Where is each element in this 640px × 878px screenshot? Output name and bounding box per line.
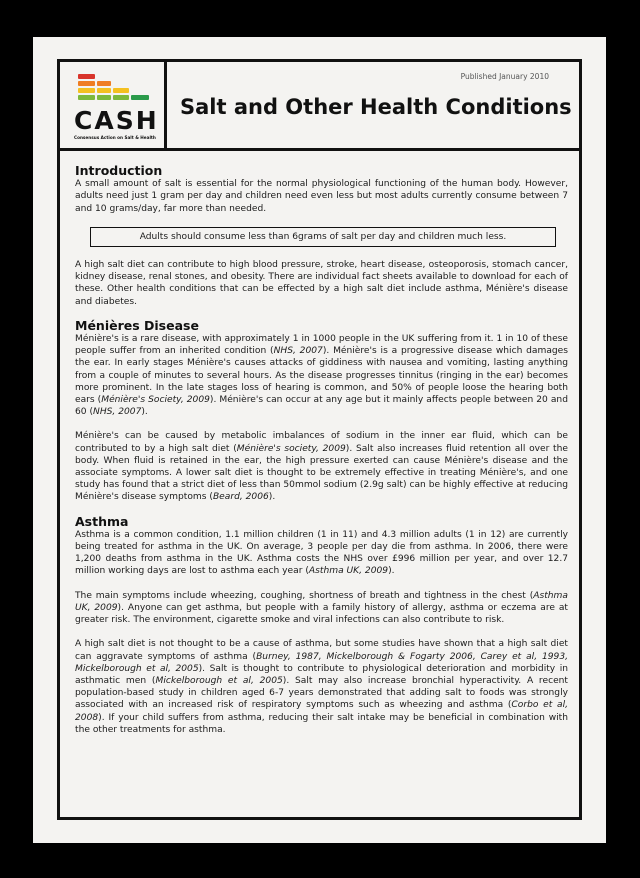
logo-bar (97, 81, 111, 86)
logo-bar (78, 95, 95, 100)
logo-bar (78, 74, 95, 79)
citation: NHS, 2007 (273, 346, 323, 357)
logo-bar (113, 88, 129, 93)
published-date: Published January 2010 (460, 72, 549, 81)
paragraph: Ménière's can be caused by metabolic imbalances of sodium in the inner ear fluid, which can be contributed to by a high salt diet (Ménière's society, 2009). Salt also increases fluid retention all over the body. When fluid is retained in the ear, the high pressure exerted can cause Ménière's disease and the associate symptoms. A lower salt diet is thought to be extremely effective in treating Ménière's, and one study has found that a strict diet of less than 50mmol sodium (2.9g salt) can be highly effective at reducing Ménière's disease symptoms (Beard, 2006). (75, 431, 568, 503)
logo-bar (97, 88, 111, 93)
logo-bars (75, 74, 155, 110)
citation: Asthma UK, 2009 (308, 566, 389, 577)
paragraph: The main symptoms include wheezing, coughing, shortness of breath and tightness in the chest (Asthma UK, 2009). Anyone can get asthma, but people with a family history of allergy, asthma or eczema are at greater risk. The environment, cigarette smoke and viral infections can also contribute to risk. (75, 590, 568, 626)
citation: Ménière's society, 2009 (236, 443, 346, 454)
logo-subtext: Consensus Action on Salt & Health (74, 135, 156, 140)
citation: Beard, 2006 (212, 492, 269, 503)
page-border (57, 59, 582, 820)
logo-bar (97, 95, 111, 100)
paragraph: A small amount of salt is essential for the normal physiological functioning of the human body. However, adults need just 1 gram per day and children need even less but most adults currently consume between 7 and 10 grams/day, far more than needed. (75, 179, 568, 214)
citation: NHS, 2007 (93, 407, 142, 418)
callout-box: Adults should consume less than 6grams of salt per day and children much less. (90, 227, 556, 247)
citation: Mickelborough et al, 2005 (155, 675, 283, 686)
logo-bar (78, 88, 95, 93)
menieres-section (75, 317, 568, 504)
paragraph: A high salt diet is not thought to be a cause of asthma, but some studies have shown that a high salt diet can aggravate symptoms of asthma (Burney, 1987, Mickelborough & Fogarty 2006, Carey et al, 1993, Mickelborough et al, 2005). Salt is thought to contribute to physiological deterioration and morbidity in asthmatic men (Mickelborough et al, 2005). Salt may also increase bronchial hyperactivity. A recent population-based study in children aged 6-7 years demonstrated that adding salt to foods was strongly associated with an increased risk of respiratory symptoms such as wheezing and asthma (Corbo et al, 2008). If your child suffers from asthma, reducing their salt intake may be beneficial in combination with the other treatments for asthma. (75, 639, 569, 735)
logo-bar (78, 81, 95, 86)
cash-logo (60, 62, 167, 151)
intro-section (75, 165, 568, 308)
section-heading: Asthma (75, 513, 129, 529)
paragraph: Ménière's is a rare disease, with approximately 1 in 1000 people in the UK suffering from it. 1 in 10 of these people suffer from an inherited condition (NHS, 2007). Ménière's is a progressive disease which damages the ear. In early stages Ménière's causes attacks of giddiness with nausea and vomiting, lasting anything from a couple of minutes to several hours. As the disease progresses tinnitus (ringing in the ear) becomes more prominent. In the late stages loss of hearing is common, and 50% of people loose the hearing both ears (Ménière's Society, 2009). Ménière's can occur at any age but it mainly affects people between 20 and 60 (NHS, 2007). (75, 334, 568, 418)
header-divider (164, 148, 579, 151)
citation: Burney, 1987, Mickelborough & Fogarty 2006, Carey et al, 1993, Mickelborough et al, 2005 (75, 651, 568, 674)
section-heading: Ménières Disease (75, 317, 199, 333)
section-heading: Introduction (75, 163, 163, 178)
logo-bar (131, 95, 149, 100)
citation: Ménière's Society, 2009 (101, 395, 210, 406)
citation: Corbo et al, 2008 (75, 700, 568, 723)
citation: Asthma UK, 2009 (75, 590, 568, 613)
logo-text: CASH (74, 106, 159, 135)
document-body (75, 165, 568, 748)
paragraph: A high salt diet can contribute to high blood pressure, stroke, heart disease, osteoporosis, stomach cancer, kidney disease, renal stones, and obesity. There are individual fact sheets available to download for each of these. Other health conditions that can be effected by a high salt diet include asthma, Ménière's disease and diabetes. (75, 260, 568, 307)
paragraph: Asthma is a common condition, 1.1 million children (1 in 11) and 4.3 million adults (1 in 12) are currently being treated for asthma in the UK. On average, 3 people per day die from asthma. In 2006, there were 1,200 deaths from asthma in the UK. Asthma costs the NHS over £996 million per year, and over 12.7 million working days are lost to asthma each year (Asthma UK, 2009). (75, 529, 568, 577)
logo-bar (113, 95, 129, 100)
document-page (33, 37, 606, 843)
asthma-section (75, 513, 569, 736)
page-title: Salt and Other Health Conditions (180, 95, 572, 119)
